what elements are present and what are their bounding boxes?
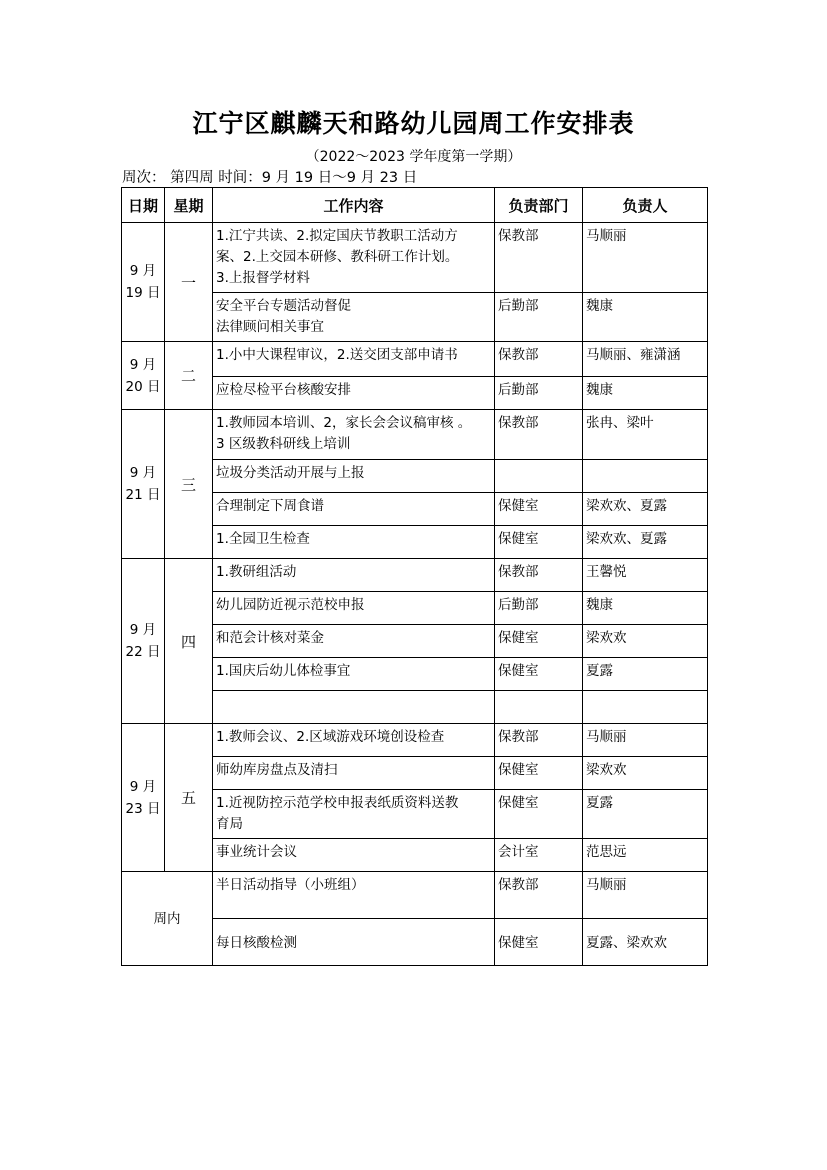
date-day: 19 日 xyxy=(125,285,161,301)
dept-cell: 后勤部 xyxy=(495,293,583,342)
task-cell xyxy=(213,691,495,724)
person-cell: 马顺丽 xyxy=(583,724,708,757)
person-cell xyxy=(583,460,708,493)
header-person: 负责人 xyxy=(583,188,708,223)
week-label: 周次： xyxy=(122,170,166,186)
dept-cell xyxy=(495,691,583,724)
task-cell: 1.近视防控示范学校申报表纸质资料送教 育局 xyxy=(213,790,495,839)
person-cell: 梁欢欢、夏露 xyxy=(583,526,708,559)
person-cell: 夏露、梁欢欢 xyxy=(583,919,708,966)
date-cell: 9 月 22 日 xyxy=(122,559,165,724)
dept-cell xyxy=(495,460,583,493)
header-date: 日期 xyxy=(122,188,165,223)
task-cell: 每日核酸检测 xyxy=(213,919,495,966)
dept-cell: 会计室 xyxy=(495,839,583,872)
weekday-cell: 一 xyxy=(165,223,213,342)
dept-cell: 保健室 xyxy=(495,625,583,658)
task-cell: 1.教师园本培训、2，家长会会议稿审核 。 3 区级教科研线上培训 xyxy=(213,410,495,460)
table-row xyxy=(122,559,708,592)
table-header-row xyxy=(122,188,708,223)
weekday-cell: 二 xyxy=(165,342,213,410)
person-cell: 马顺丽 xyxy=(583,872,708,919)
table-row xyxy=(122,342,708,377)
task-cell: 应检尽检平台核酸安排 xyxy=(213,377,495,410)
date-cell: 9 月 21 日 xyxy=(122,410,165,559)
header-task: 工作内容 xyxy=(213,188,495,223)
time-value: 9 月 19 日～9 月 23 日 xyxy=(261,170,418,186)
person-cell: 范思远 xyxy=(583,839,708,872)
task-cell: 和范会计核对菜金 xyxy=(213,625,495,658)
task-cell: 师幼库房盘点及清扫 xyxy=(213,757,495,790)
dept-cell: 后勤部 xyxy=(495,377,583,410)
week-value: 第四周 xyxy=(170,170,214,186)
person-cell: 王馨悦 xyxy=(583,559,708,592)
weekday-cell: 三 xyxy=(165,410,213,559)
date-cell: 9 月 23 日 xyxy=(122,724,165,872)
person-cell xyxy=(583,691,708,724)
task-cell: 合理制定下周食谱 xyxy=(213,493,495,526)
person-cell: 魏康 xyxy=(583,377,708,410)
person-cell: 魏康 xyxy=(583,592,708,625)
task-cell: 1.小中大课程审议，2.送交团支部申请书 xyxy=(213,342,495,377)
weekly-label-cell: 周内 xyxy=(122,872,213,966)
dept-cell: 保教部 xyxy=(495,724,583,757)
dept-cell: 保教部 xyxy=(495,223,583,293)
person-cell: 梁欢欢、夏露 xyxy=(583,493,708,526)
table-row xyxy=(122,410,708,460)
schedule-table xyxy=(121,187,708,966)
dept-cell: 保健室 xyxy=(495,919,583,966)
date-month: 9 月 xyxy=(129,263,157,279)
dept-cell: 保健室 xyxy=(495,493,583,526)
person-cell: 马顺丽 xyxy=(583,223,708,293)
task-cell: 安全平台专题活动督促 法律顾问相关事宜 xyxy=(213,293,495,342)
table-row xyxy=(122,223,708,293)
time-label: 时间： xyxy=(218,170,262,186)
dept-cell: 保教部 xyxy=(495,342,583,377)
dept-cell: 后勤部 xyxy=(495,592,583,625)
person-cell: 夏露 xyxy=(583,658,708,691)
task-cell: 幼儿园防近视示范校申报 xyxy=(213,592,495,625)
dept-cell: 保健室 xyxy=(495,757,583,790)
date-cell xyxy=(122,223,165,342)
dept-cell: 保健室 xyxy=(495,658,583,691)
person-cell: 夏露 xyxy=(583,790,708,839)
task-cell: 1.国庆后幼儿体检事宜 xyxy=(213,658,495,691)
schedule-body xyxy=(122,223,708,966)
dept-cell: 保教部 xyxy=(495,872,583,919)
dept-cell: 保教部 xyxy=(495,559,583,592)
table-row xyxy=(122,724,708,757)
person-cell: 梁欢欢 xyxy=(583,625,708,658)
weekday-cell: 四 xyxy=(165,559,213,724)
header-dept: 负责部门 xyxy=(495,188,583,223)
task-cell: 1.江宁共读、2.拟定国庆节教职工活动方 案、2.上交园本研修、教科研工作计划。 3.上报督学材料 xyxy=(213,223,495,293)
header-weekday: 星期 xyxy=(165,188,213,223)
weekday-cell: 五 xyxy=(165,724,213,872)
person-cell: 魏康 xyxy=(583,293,708,342)
dept-cell: 保健室 xyxy=(495,526,583,559)
week-info xyxy=(122,166,417,187)
person-cell: 马顺丽、雍潇涵 xyxy=(583,342,708,377)
date-cell: 9 月 20 日 xyxy=(122,342,165,410)
task-cell: 半日活动指导（小班组） xyxy=(213,872,495,919)
task-cell: 垃圾分类活动开展与上报 xyxy=(213,460,495,493)
dept-cell: 保健室 xyxy=(495,790,583,839)
table-row xyxy=(122,872,708,919)
task-cell: 1.教研组活动 xyxy=(213,559,495,592)
dept-cell: 保教部 xyxy=(495,410,583,460)
task-cell: 事业统计会议 xyxy=(213,839,495,872)
task-cell: 1.教师会议、2.区域游戏环境创设检查 xyxy=(213,724,495,757)
person-cell: 梁欢欢 xyxy=(583,757,708,790)
person-cell: 张冉、梁叶 xyxy=(583,410,708,460)
document-title: 江宁区麒麟天和路幼儿园周工作安排表 xyxy=(192,109,635,138)
task-cell: 1.全园卫生检查 xyxy=(213,526,495,559)
document-subtitle: （2022～2023 学年度第一学期） xyxy=(305,149,522,165)
